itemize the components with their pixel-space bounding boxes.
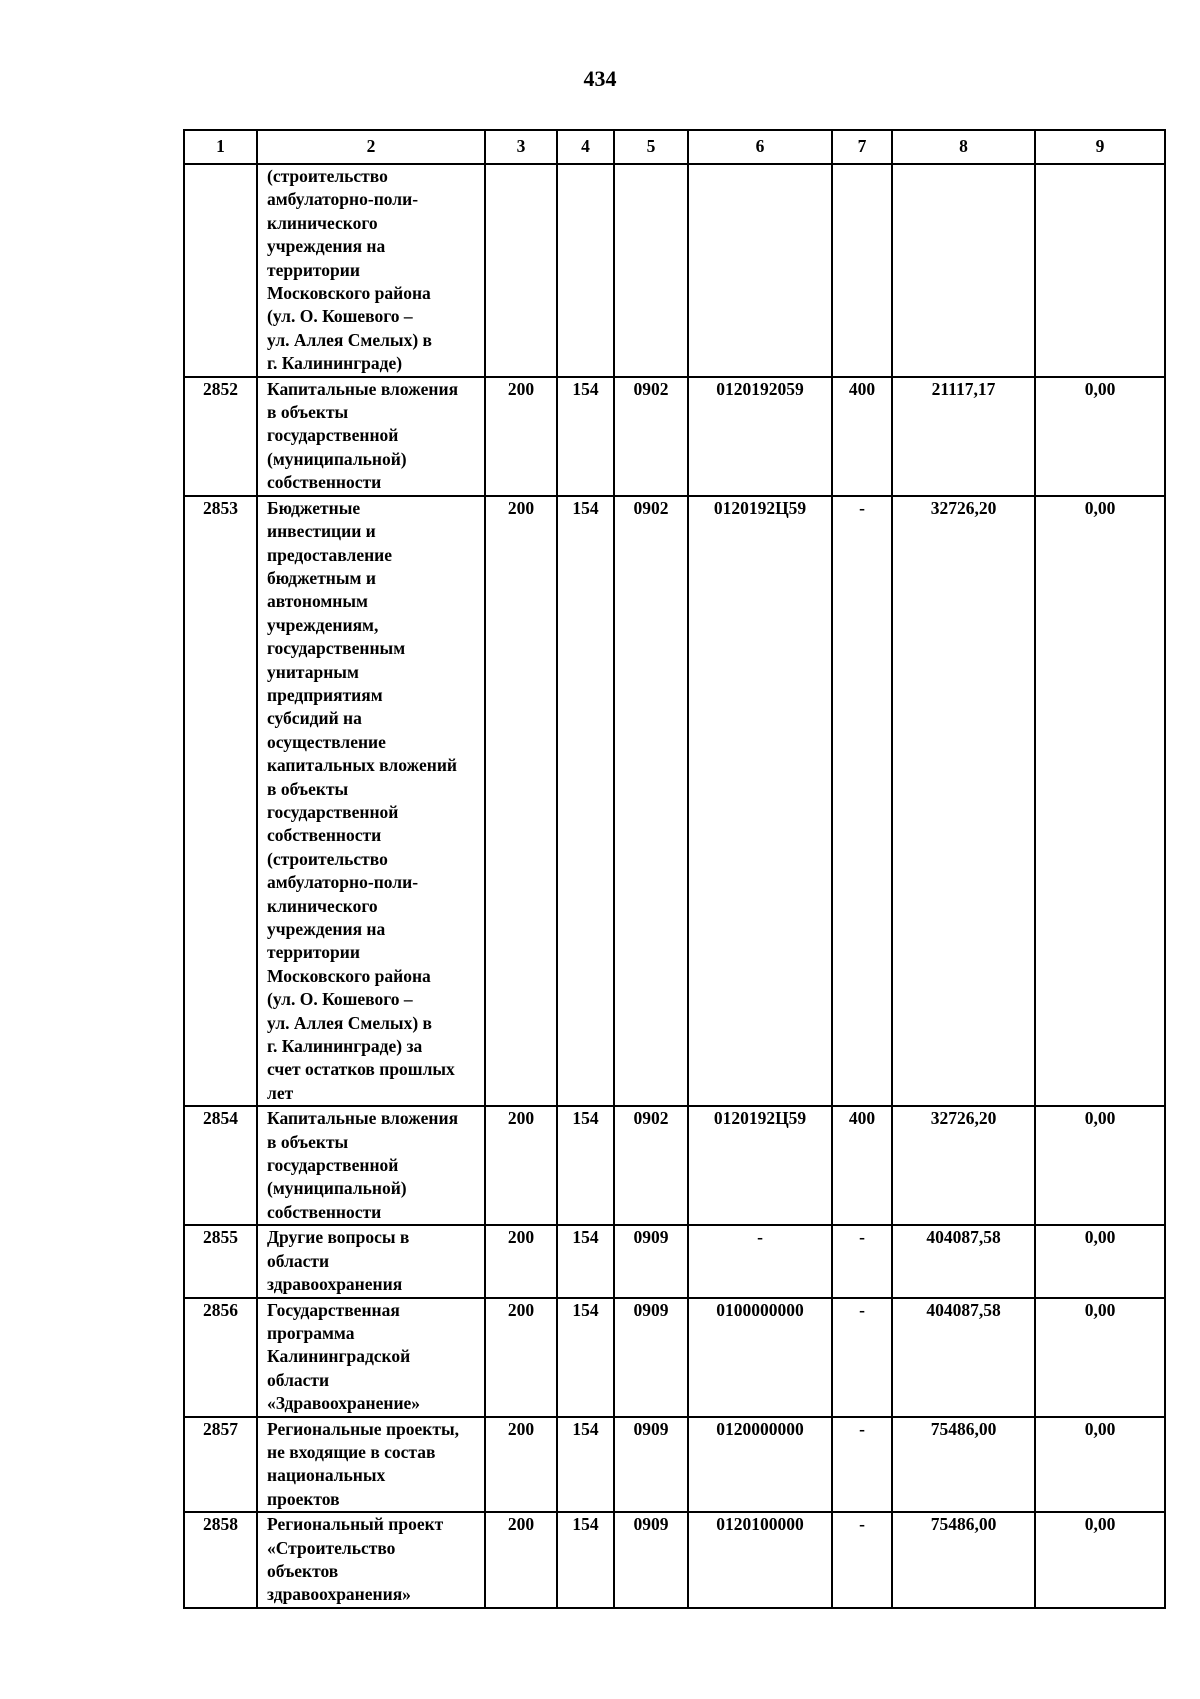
description-line: здравоохранения (267, 1274, 403, 1295)
header-col-3: 3 (485, 130, 557, 164)
section-code-cell: 200 (485, 1106, 557, 1225)
description-line: Калининградской (267, 1346, 411, 1367)
description-line: территории (267, 259, 360, 280)
description-line: автономным (267, 591, 368, 612)
description-line: Бюджетные (267, 497, 361, 518)
subsection-code-cell: 0909 (614, 1417, 688, 1513)
description-line: собственности (267, 825, 382, 846)
header-col-8: 8 (892, 130, 1035, 164)
expense-type-cell: - (832, 1417, 892, 1513)
expense-type-cell (832, 164, 892, 377)
expense-type-cell: - (832, 496, 892, 1107)
section-code-cell: 200 (485, 1512, 557, 1608)
table-row (184, 1106, 1165, 1225)
description-line: (строительство (267, 848, 388, 869)
description-line: Московского района (267, 283, 431, 304)
header-col-5: 5 (614, 130, 688, 164)
target-article-cell: - (688, 1225, 832, 1297)
row-number-cell (184, 164, 257, 377)
table-row (184, 1512, 1165, 1608)
description-line: Капитальные вложения (267, 378, 459, 399)
description-line: счет остатков прошлых (267, 1059, 455, 1080)
table-row (184, 1225, 1165, 1297)
row-number-cell: 2858 (184, 1512, 257, 1608)
description-line: предприятиям (267, 684, 383, 705)
amount-year-2-cell: 0,00 (1035, 1225, 1165, 1297)
description-line: амбулаторно-поли- (267, 189, 419, 210)
description-line: в объекты (267, 1131, 349, 1152)
description-line: территории (267, 942, 360, 963)
table-row (184, 164, 1165, 377)
description-line: лет (267, 1082, 294, 1103)
page-number: 434 (583, 66, 617, 91)
expense-type-cell: 400 (832, 377, 892, 496)
header-col-4: 4 (557, 130, 614, 164)
row-number-cell: 2856 (184, 1298, 257, 1417)
target-article-cell: 0120192059 (688, 377, 832, 496)
target-article-cell: 0100000000 (688, 1298, 832, 1417)
amount-year-2-cell: 0,00 (1035, 1417, 1165, 1513)
table-row (184, 496, 1165, 1107)
ministry-code-cell: 154 (557, 1225, 614, 1297)
description-line: (ул. О. Кошевого – (267, 989, 413, 1010)
amount-year-1-cell: 21117,17 (892, 377, 1035, 496)
section-code-cell: 200 (485, 1225, 557, 1297)
subsection-code-cell: 0902 (614, 377, 688, 496)
description-line: государственной (267, 425, 399, 446)
amount-year-2-cell: 0,00 (1035, 1298, 1165, 1417)
description-line: инвестиции и (267, 521, 376, 542)
amount-year-1-cell: 404087,58 (892, 1298, 1035, 1417)
section-code-cell (485, 164, 557, 377)
amount-year-1-cell: 75486,00 (892, 1417, 1035, 1513)
ministry-code-cell: 154 (557, 1417, 614, 1513)
header-row (184, 130, 1165, 164)
description-line: объектов (267, 1560, 339, 1581)
amount-year-2-cell (1035, 164, 1165, 377)
row-number-cell: 2855 (184, 1225, 257, 1297)
description-line: Другие вопросы в (267, 1227, 410, 1248)
description-line: в объекты (267, 778, 349, 799)
subsection-code-cell: 0909 (614, 1225, 688, 1297)
description-line: осуществление (267, 731, 386, 752)
description-line: ул. Аллея Смелых) в (267, 329, 432, 350)
description-line: капитальных вложений (267, 755, 457, 776)
section-code-cell: 200 (485, 377, 557, 496)
ministry-code-cell (557, 164, 614, 377)
subsection-code-cell: 0902 (614, 1106, 688, 1225)
description-line: учреждения на (267, 236, 386, 257)
section-code-cell: 200 (485, 496, 557, 1107)
description-line: государственной (267, 801, 399, 822)
description-line: в объекты (267, 402, 349, 423)
row-number-cell: 2857 (184, 1417, 257, 1513)
description-line: Капитальные вложения (267, 1108, 459, 1129)
description-line: (строительство (267, 166, 388, 186)
ministry-code-cell: 154 (557, 1512, 614, 1608)
amount-year-2-cell: 0,00 (1035, 496, 1165, 1107)
target-article-cell (688, 164, 832, 377)
description-line: г. Калининграде) (267, 353, 403, 374)
header-col-2: 2 (257, 130, 485, 164)
header-col-7: 7 (832, 130, 892, 164)
row-number-cell: 2854 (184, 1106, 257, 1225)
description-line: клинического (267, 212, 378, 233)
description-line: учреждениям, (267, 614, 379, 635)
expense-type-cell: - (832, 1298, 892, 1417)
description-line: бюджетным и (267, 567, 376, 588)
description-line: не входящие в состав (267, 1441, 436, 1462)
description-line: собственности (267, 1201, 382, 1222)
description-line: государственной (267, 1155, 399, 1176)
description-cell (257, 377, 485, 496)
expense-type-cell: 400 (832, 1106, 892, 1225)
amount-year-1-cell: 404087,58 (892, 1225, 1035, 1297)
description-line: собственности (267, 472, 382, 493)
table-row (184, 1298, 1165, 1417)
subsection-code-cell: 0909 (614, 1298, 688, 1417)
description-line: учреждения на (267, 919, 386, 939)
ministry-code-cell: 154 (557, 496, 614, 1107)
section-code-cell: 200 (485, 1417, 557, 1513)
description-cell (257, 1225, 485, 1297)
description-line: Государственная (267, 1299, 400, 1320)
target-article-cell: 0120000000 (688, 1417, 832, 1513)
description-line: (ул. О. Кошевого – (267, 306, 413, 327)
description-cell (257, 496, 485, 1107)
description-line: предоставление (267, 544, 393, 565)
header-col-6: 6 (688, 130, 832, 164)
description-cell (257, 164, 485, 377)
description-cell (257, 1417, 485, 1513)
description-line: клинического (267, 895, 378, 916)
header-col-9: 9 (1035, 130, 1165, 164)
subsection-code-cell (614, 164, 688, 377)
expense-type-cell: - (832, 1225, 892, 1297)
ministry-code-cell: 154 (557, 377, 614, 496)
description-line: «Здравоохранение» (267, 1393, 421, 1414)
target-article-cell: 0120100000 (688, 1512, 832, 1608)
amount-year-2-cell: 0,00 (1035, 377, 1165, 496)
amount-year-1-cell (892, 164, 1035, 377)
description-line: национальных (267, 1465, 386, 1486)
description-line: «Строительство (267, 1537, 396, 1558)
row-number-cell: 2853 (184, 496, 257, 1107)
table-row (184, 1417, 1165, 1513)
budget-table (183, 129, 1166, 1609)
description-line: (муниципальной) (267, 448, 407, 469)
target-article-cell: 0120192Ц59 (688, 1106, 832, 1225)
amount-year-1-cell: 75486,00 (892, 1512, 1035, 1608)
description-line: Региональные проекты, (267, 1418, 460, 1439)
description-line: Московского района (267, 965, 431, 986)
description-line: государственным (267, 638, 406, 659)
expense-type-cell: - (832, 1512, 892, 1608)
subsection-code-cell: 0902 (614, 496, 688, 1107)
target-article-cell: 0120192Ц59 (688, 496, 832, 1107)
description-line: области (267, 1369, 330, 1390)
description-line: унитарным (267, 661, 359, 682)
section-code-cell: 200 (485, 1298, 557, 1417)
subsection-code-cell: 0909 (614, 1512, 688, 1608)
description-line: субсидий на (267, 708, 362, 729)
description-line: г. Калининграде) за (267, 1036, 423, 1057)
description-cell (257, 1106, 485, 1225)
amount-year-2-cell: 0,00 (1035, 1106, 1165, 1225)
amount-year-1-cell: 32726,20 (892, 496, 1035, 1107)
description-line: амбулаторно-поли- (267, 872, 419, 893)
description-line: (муниципальной) (267, 1178, 407, 1199)
row-number-cell: 2852 (184, 377, 257, 496)
amount-year-2-cell: 0,00 (1035, 1512, 1165, 1608)
table-body (184, 164, 1165, 1608)
description-cell (257, 1298, 485, 1417)
description-line: проектов (267, 1488, 340, 1509)
description-cell (257, 1512, 485, 1608)
description-line: здравоохранения» (267, 1584, 411, 1605)
amount-year-1-cell: 32726,20 (892, 1106, 1035, 1225)
header-col-1: 1 (184, 130, 257, 164)
table-row (184, 377, 1165, 496)
ministry-code-cell: 154 (557, 1298, 614, 1417)
ministry-code-cell: 154 (557, 1106, 614, 1225)
description-line: программа (267, 1322, 355, 1343)
description-line: ул. Аллея Смелых) в (267, 1012, 432, 1033)
description-line: Региональный проект (267, 1514, 444, 1535)
description-line: области (267, 1250, 330, 1271)
